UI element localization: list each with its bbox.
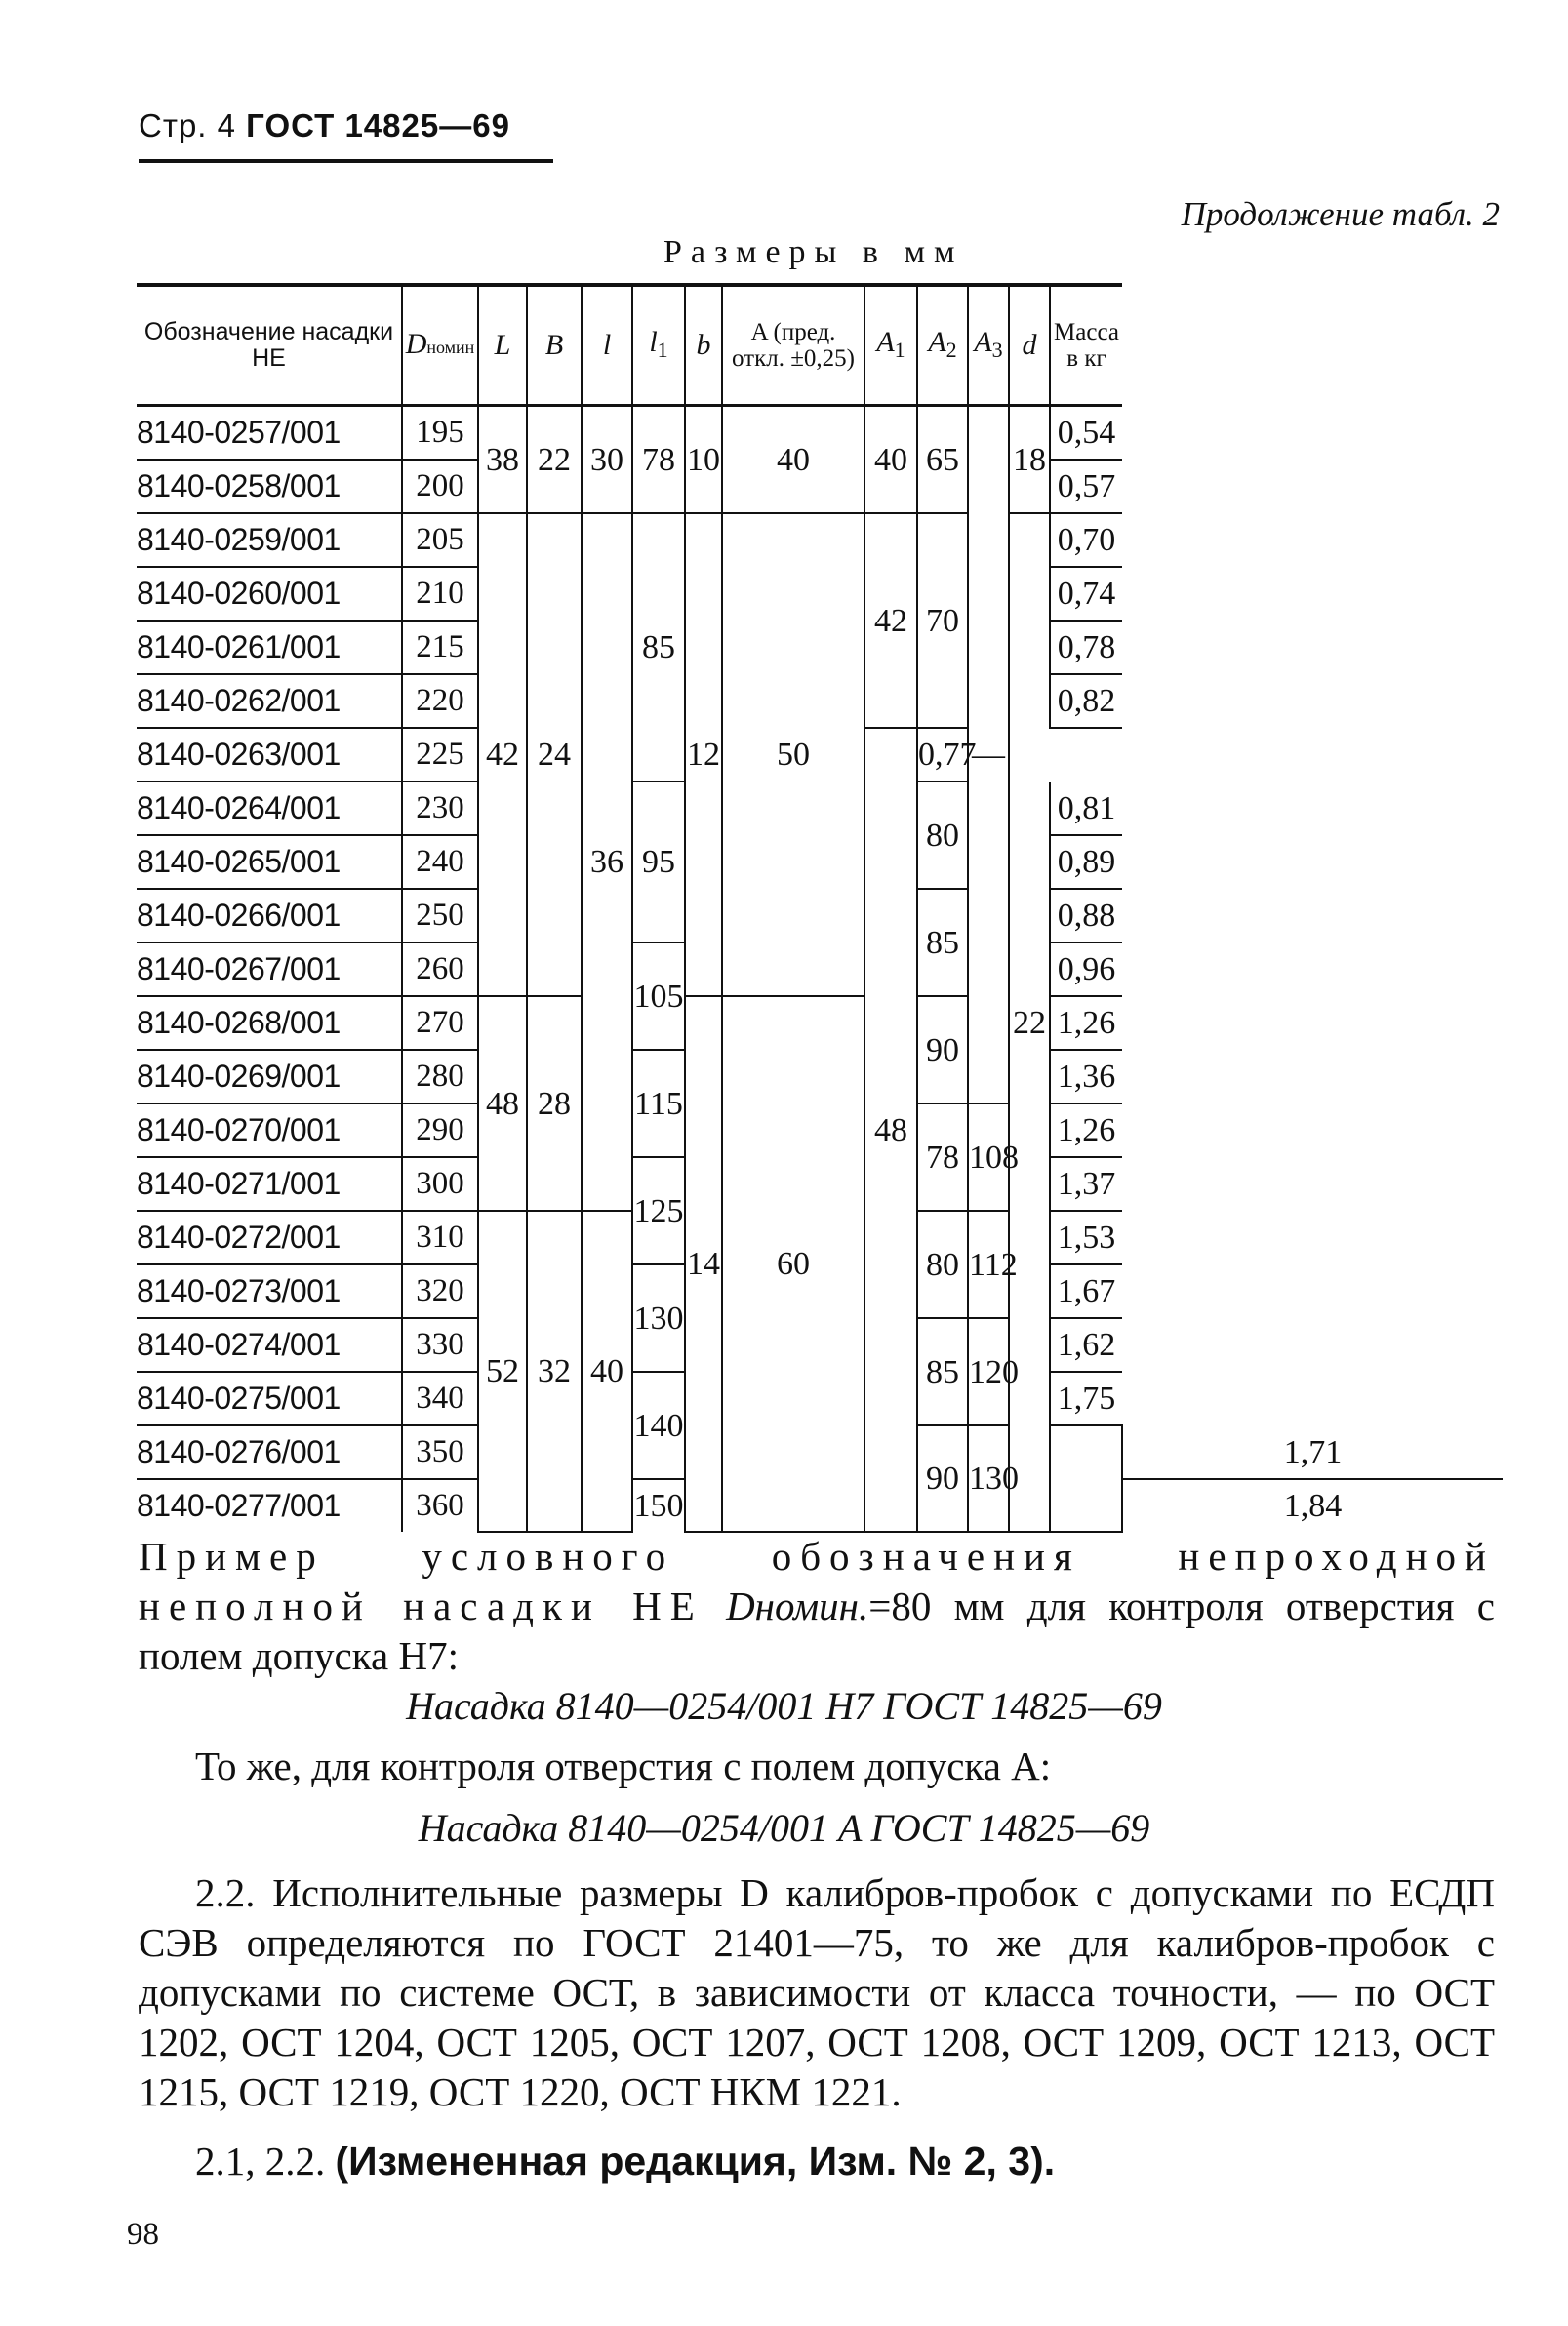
mass-cell: 0,57 [1050, 460, 1122, 513]
designation-cell: 8140-0273/001 [137, 1264, 402, 1318]
designation-cell: 8140-0275/001 [137, 1372, 402, 1425]
col-l: l [582, 285, 632, 406]
mass-cell: 1,36 [1050, 1050, 1122, 1103]
A2-cell: 70 [917, 513, 968, 728]
same-note: То же, для контроля отверстия с полем допуска A: [195, 1744, 1052, 1788]
page-prefix: Стр. 4 [139, 107, 236, 143]
dnom-cell: 205 [402, 513, 478, 567]
dnom-cell: 250 [402, 889, 478, 942]
dnom-cell: 290 [402, 1103, 478, 1157]
designation-cell: 8140-0258/001 [137, 460, 402, 513]
l-cell: 40 [582, 1211, 632, 1532]
designation-cell: 8140-0262/001 [137, 674, 402, 728]
dnom-cell: 270 [402, 996, 478, 1050]
l1-cell: 140 [632, 1372, 685, 1479]
table-row [137, 406, 1503, 461]
designation-cell: 8140-0268/001 [137, 996, 402, 1050]
dimensions-table [137, 283, 1503, 1533]
dnom-cell: 360 [402, 1479, 478, 1532]
col-mass: Масса в кг [1050, 285, 1122, 406]
dnom-cell: 350 [402, 1425, 478, 1479]
L-cell: 48 [478, 996, 527, 1211]
designation-cell: 8140-0261/001 [137, 621, 402, 674]
A3-cell: 130 [968, 1425, 1009, 1532]
table-continuation: Продолжение табл. 2 [1181, 195, 1500, 233]
col-B: B [527, 285, 582, 406]
units-caption: Размеры в мм [663, 234, 964, 270]
col-A3: $A_3$ [968, 285, 1009, 406]
dnom-cell: 280 [402, 1050, 478, 1103]
mass-cell: 1,75 [1050, 1372, 1122, 1425]
mass-cell: 1,37 [1050, 1157, 1122, 1211]
page-header [139, 107, 510, 144]
mass-cell: 0,77 [917, 728, 968, 782]
A2-cell: 90 [917, 1425, 968, 1532]
mass-cell: 0,89 [1050, 835, 1122, 889]
A2-cell: 80 [917, 1211, 968, 1318]
dnom-cell: 195 [402, 406, 478, 461]
l1-cell: 115 [632, 1050, 685, 1157]
designation-cell: 8140-0265/001 [137, 835, 402, 889]
col-designation: Обозначение насадки НЕ [137, 285, 402, 406]
mass-cell: 0,74 [1050, 567, 1122, 621]
A2-cell: 78 [917, 1103, 968, 1211]
B-cell: 24 [527, 513, 582, 996]
A3-cell: 108 [968, 1103, 1009, 1211]
mass-cell: 0,88 [1050, 889, 1122, 942]
table-row [137, 513, 1503, 567]
A-cell: 40 [722, 406, 864, 514]
A3-cell: 112 [968, 1211, 1009, 1318]
dnom-symbol: Dномин. [726, 1584, 869, 1628]
B-cell: 32 [527, 1211, 582, 1532]
col-dnom: Dномин [402, 285, 478, 406]
designation-cell: 8140-0276/001 [137, 1425, 402, 1479]
dnom-cell: 240 [402, 835, 478, 889]
col-b: b [685, 285, 722, 406]
A1-cell: 48 [864, 728, 917, 1532]
b-cell: 10 [685, 406, 722, 514]
designation-cell: 8140-0271/001 [137, 1157, 402, 1211]
L-cell: 42 [478, 513, 527, 996]
col-L: L [478, 285, 527, 406]
l1-cell: 105 [632, 942, 685, 1050]
dnom-cell: 220 [402, 674, 478, 728]
d-cell: 18 [1009, 406, 1050, 514]
designation-cell: 8140-0274/001 [137, 1318, 402, 1372]
designation-cell: 8140-0269/001 [137, 1050, 402, 1103]
A2-cell: 85 [917, 889, 968, 996]
mass-cell: 0,82 [1050, 674, 1122, 728]
table-row [137, 996, 1503, 1050]
A1-cell: 42 [864, 513, 917, 728]
example-rest: =80 мм для контроля отверстия с полем допуска H7: [139, 1584, 1495, 1678]
designation-cell: 8140-0270/001 [137, 1103, 402, 1157]
dnom-cell: 340 [402, 1372, 478, 1425]
designation-cell: 8140-0264/001 [137, 782, 402, 835]
designation-cell: 8140-0266/001 [137, 889, 402, 942]
A2-cell: 65 [917, 406, 968, 514]
d-cell [1050, 1425, 1122, 1532]
dnom-cell: 215 [402, 621, 478, 674]
A-cell: 60 [722, 996, 864, 1532]
designation-cell: 8140-0257/001 [137, 406, 402, 461]
mass-cell: 1,71 [1122, 1425, 1503, 1479]
dnom-cell: 230 [402, 782, 478, 835]
designation-cell: 8140-0272/001 [137, 1211, 402, 1264]
col-l1: $l_1$ [632, 285, 685, 406]
col-d: d [1009, 285, 1050, 406]
mass-cell: 1,26 [1050, 996, 1122, 1050]
mass-cell: 1,84 [1122, 1479, 1503, 1532]
col-A1: $A_1$ [864, 285, 917, 406]
mass-cell: 1,62 [1050, 1318, 1122, 1372]
dnom-cell: 330 [402, 1318, 478, 1372]
dnom-cell: 225 [402, 728, 478, 782]
B-cell: 22 [527, 406, 582, 514]
designation-h7: Насадка 8140—0254/001 H7 ГОСТ 14825—69 [406, 1684, 1162, 1728]
l1-cell: 85 [632, 513, 685, 782]
amendment-text: (Измененная редакция, Изм. № 2, 3). [335, 2139, 1056, 2184]
dnom-cell: 260 [402, 942, 478, 996]
dnom-cell: 210 [402, 567, 478, 621]
amendment-refs: 2.1, 2.2. [195, 2139, 326, 2184]
l1-cell: 130 [632, 1264, 685, 1372]
dnom-cell: 310 [402, 1211, 478, 1264]
col-A2: $A_2$ [917, 285, 968, 406]
mass-cell: 1,53 [1050, 1211, 1122, 1264]
page-number: 98 [127, 2217, 159, 2252]
l1-cell: 125 [632, 1157, 685, 1264]
l-cell: 30 [582, 406, 632, 514]
designation-a: Насадка 8140—0254/001 A ГОСТ 14825—69 [418, 1806, 1150, 1850]
A3-cell: — [968, 406, 1009, 1104]
example-intro: Пример условного обозначения непроходной неполной насадки НЕ [139, 1534, 1495, 1628]
header-rule [139, 159, 553, 163]
B-cell: 28 [527, 996, 582, 1211]
example-paragraph [139, 1532, 1495, 1681]
A1-cell: 40 [864, 406, 917, 514]
col-A: A (пред. откл. ±0,25) [722, 285, 864, 406]
table-header-row [137, 285, 1503, 406]
L-cell: 38 [478, 406, 527, 514]
A-cell: 50 [722, 513, 864, 996]
L-cell: 52 [478, 1211, 527, 1532]
b-cell: 14 [685, 996, 722, 1532]
mass-cell: 1,67 [1050, 1264, 1122, 1318]
dnom-cell: 300 [402, 1157, 478, 1211]
dnom-cell: 320 [402, 1264, 478, 1318]
mass-cell: 1,26 [1050, 1103, 1122, 1157]
section-2-2: 2.2. Исполнительные размеры D калибров-пробок с допусками по ЕСДП СЭВ определяются по ГОСТ 21401—75, то же для калибров-пробок с допусками по системе ОСТ, в зависимости от класса точности, — по ОСТ 1202, ОСТ 1204, ОСТ 1205, ОСТ 1207, ОСТ 1208, ОСТ 1209, ОСТ 1213, ОСТ 1215, ОСТ 1219, ОСТ 1220, ОСТ НКМ 1221. [139, 1870, 1495, 2114]
mass-cell: 0,81 [1050, 782, 1122, 835]
designation-cell: 8140-0267/001 [137, 942, 402, 996]
A2-cell: 85 [917, 1318, 968, 1425]
dnom-cell: 200 [402, 460, 478, 513]
designation-cell: 8140-0260/001 [137, 567, 402, 621]
A2-cell: 90 [917, 996, 968, 1103]
l1-cell: 95 [632, 782, 685, 942]
l1-cell: 78 [632, 406, 685, 514]
A2-cell: 80 [917, 782, 968, 889]
b-cell: 12 [685, 513, 722, 996]
d-cell: 22 [1009, 513, 1050, 1532]
standard-number: ГОСТ 14825—69 [246, 107, 510, 143]
designation-cell: 8140-0263/001 [137, 728, 402, 782]
A3-cell: 120 [968, 1318, 1009, 1425]
mass-cell: 0,70 [1050, 513, 1122, 567]
amendment-note [195, 2137, 1551, 2186]
mass-cell: 0,96 [1050, 942, 1122, 996]
designation-cell: 8140-0277/001 [137, 1488, 341, 1523]
l1-cell: 150 [632, 1479, 685, 1532]
mass-cell: 0,54 [1050, 406, 1122, 461]
l-cell: 36 [582, 513, 632, 1211]
mass-cell: 0,78 [1050, 621, 1122, 674]
designation-cell: 8140-0259/001 [137, 513, 402, 567]
